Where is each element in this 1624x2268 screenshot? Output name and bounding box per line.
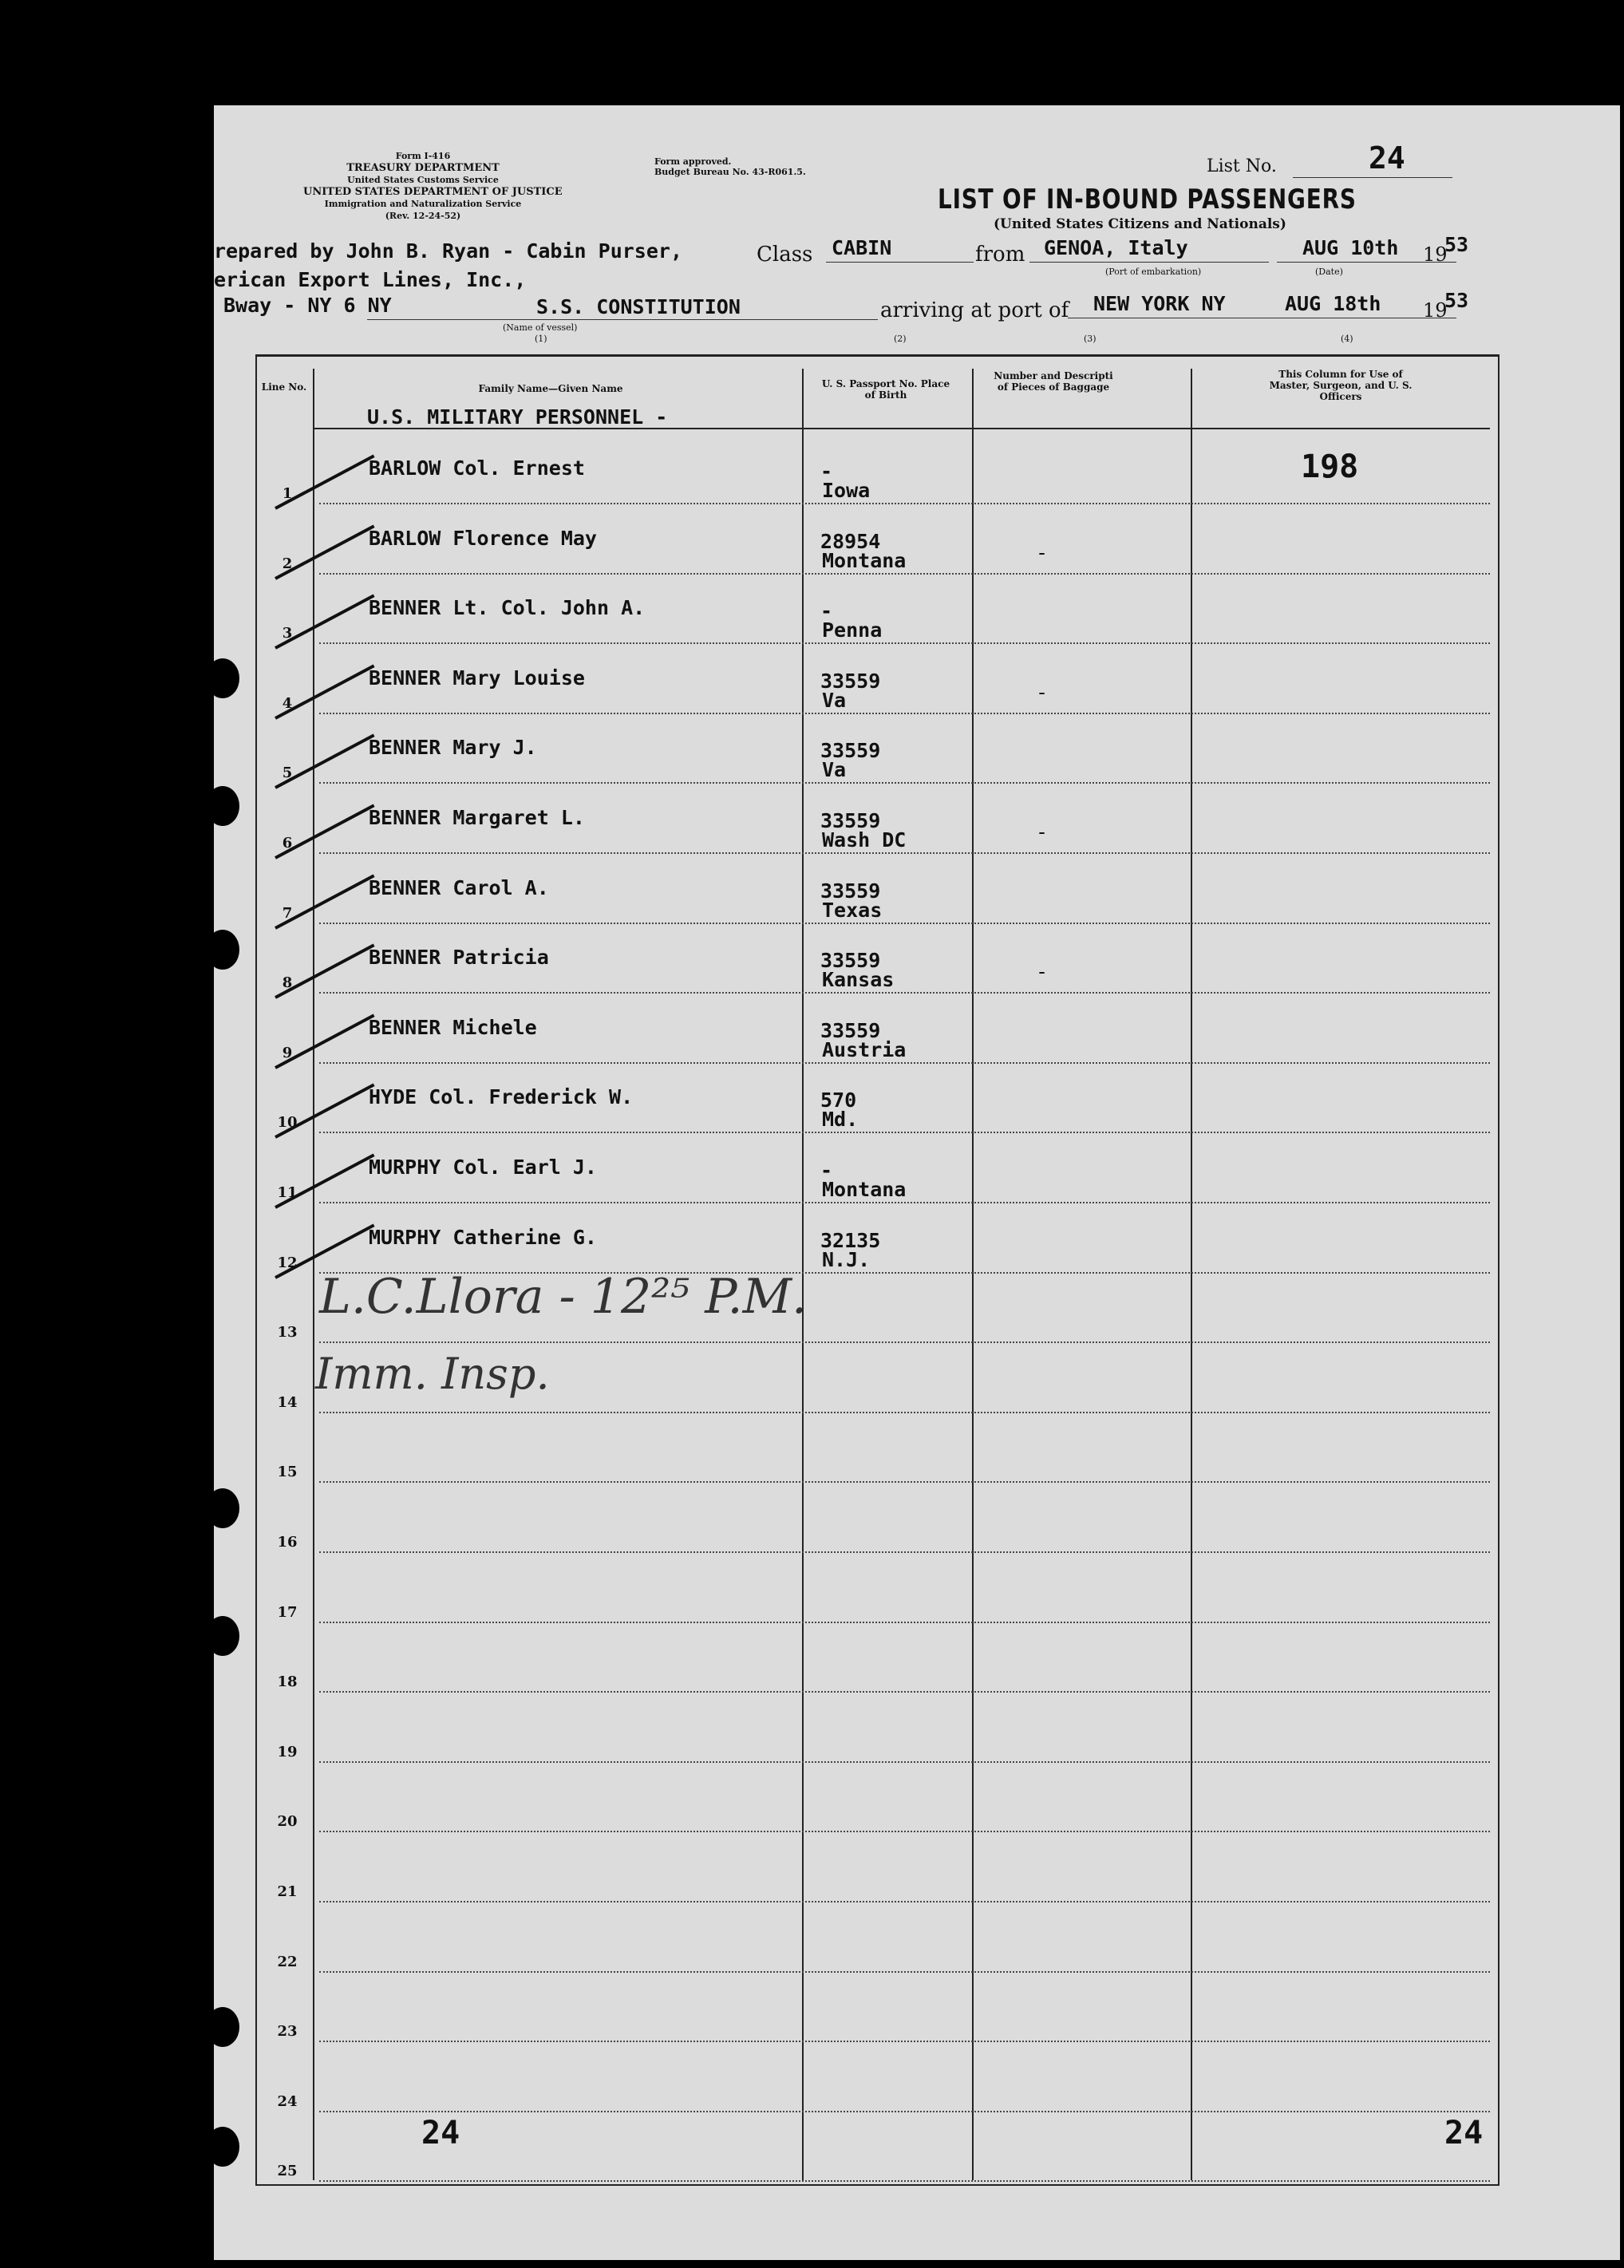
punch-hole (206, 1488, 239, 1528)
row-rule (319, 1341, 1490, 1343)
place-of-birth: Montana (822, 549, 907, 572)
place-of-birth: Va (822, 689, 847, 712)
col-header-line-no: Line No. (261, 381, 307, 393)
row-rule (319, 1062, 1490, 1064)
budget-bureau: Budget Bureau No. 43-R061.5. (654, 167, 806, 177)
row-rule (319, 2180, 1490, 2182)
treasury-label: TREASURY DEPARTMENT (346, 162, 500, 174)
row-rule (319, 1412, 1490, 1413)
col-header-name: Family Name—Given Name (478, 383, 623, 394)
row-line-number: 5 (282, 765, 293, 781)
place-of-birth: Austria (822, 1038, 907, 1061)
place-of-birth: Montana (822, 1178, 907, 1201)
row-line-number: 10 (277, 1114, 298, 1131)
row-rule (319, 1132, 1490, 1133)
passport-number: 33559 (820, 809, 881, 832)
passenger-name: BENNER Patricia (369, 946, 549, 969)
from-label: from (975, 243, 1025, 267)
passenger-name: MURPHY Col. Earl J. (369, 1156, 597, 1179)
class-value: CABIN (832, 236, 892, 259)
row-line-number: 7 (282, 905, 293, 922)
ins-label: Immigration and Naturalization Service (324, 199, 522, 209)
row-rule (319, 1551, 1490, 1553)
row-line-number: 25 (277, 2163, 298, 2179)
row-rule (319, 1622, 1490, 1623)
row-rule (319, 713, 1490, 714)
class-label: Class (757, 243, 813, 267)
port-embarkation-caption: (Port of embarkation) (1105, 267, 1202, 277)
punch-hole (206, 2127, 239, 2167)
list-no-label: List No. (1207, 156, 1277, 176)
caption-3: (3) (1084, 334, 1096, 344)
embarkation-port: GENOA, Italy (1044, 236, 1188, 259)
col-header-passport: U. S. Passport No. Place of Birth (821, 378, 950, 401)
prepared-by-line-2: erican Export Lines, Inc., (214, 268, 527, 291)
row-line-number: 19 (277, 1744, 298, 1760)
col-header-officers: This Column for Use of Master, Surgeon, and U. S. Officers (1269, 369, 1413, 402)
passenger-name: BENNER Lt. Col. John A. (369, 596, 646, 619)
baggage-mark: - (1036, 820, 1049, 844)
row-line-number: 13 (277, 1324, 298, 1341)
officer-number: 198 (1301, 448, 1359, 485)
place-of-birth: Wash DC (822, 828, 907, 851)
row-rule (319, 642, 1490, 644)
passport-number: - (820, 1159, 833, 1182)
passport-number: 33559 (820, 739, 881, 762)
row-rule (319, 1761, 1490, 1763)
passenger-name: BENNER Margaret L. (369, 806, 585, 829)
customs-label: United States Customs Service (347, 175, 499, 185)
passport-number: 33559 (820, 949, 881, 972)
row-line-number: 20 (277, 1813, 298, 1830)
col-header-baggage: Number and Descripti of Pieces of Baggage (994, 370, 1113, 393)
passenger-name: HYDE Col. Frederick W. (369, 1085, 634, 1108)
row-rule (319, 1971, 1490, 1973)
passport-number: 33559 (820, 670, 881, 693)
row-rule (319, 1901, 1490, 1903)
row-line-number: 23 (277, 2023, 298, 2040)
prepared-by-line-3: Bway - NY 6 NY (223, 294, 392, 317)
place-of-birth: N.J. (822, 1248, 871, 1271)
place-of-birth: Md. (822, 1108, 859, 1131)
footer-total-right: 24 (1444, 2115, 1484, 2151)
row-line-number: 17 (277, 1604, 298, 1621)
row-rule (319, 923, 1490, 924)
row-line-number: 6 (282, 835, 293, 851)
form-title: LIST OF IN-BOUND PASSENGERS (938, 184, 1357, 215)
place-of-birth: Penna (822, 618, 883, 642)
baggage-mark: - (1036, 960, 1049, 983)
row-rule (319, 1202, 1490, 1203)
approval-block (654, 156, 806, 177)
row-line-number: 22 (277, 1954, 298, 1970)
row-rule (319, 992, 1490, 994)
class-underline (826, 262, 974, 263)
caption-1: (1) (535, 334, 547, 344)
year-prefix: 19 (1423, 243, 1448, 266)
row-line-number: 2 (282, 555, 293, 572)
row-rule (319, 1691, 1490, 1693)
punch-hole (206, 930, 239, 970)
passport-number: 570 (820, 1089, 857, 1112)
handwritten-title: Imm. Insp. (315, 1349, 550, 1399)
arrival-date: AUG 18th (1285, 292, 1381, 315)
list-number: 24 (1369, 140, 1405, 176)
row-line-number: 18 (277, 1673, 298, 1690)
arrival-year-suffix: 53 (1444, 289, 1469, 312)
place-of-birth: Kansas (822, 968, 895, 991)
baggage-mark: - (1036, 681, 1049, 704)
departure-date: AUG 10th (1302, 236, 1399, 259)
row-line-number: 14 (277, 1394, 298, 1411)
form-number: Form I-416 (395, 151, 451, 161)
revision-label: (Rev. 12-24-52) (385, 211, 461, 221)
row-line-number: 1 (282, 485, 293, 502)
row-rule (319, 1831, 1490, 1832)
row-line-number: 11 (277, 1184, 298, 1201)
place-of-birth: Texas (822, 899, 883, 922)
passport-number: 33559 (820, 1019, 881, 1042)
passport-number: - (820, 460, 833, 483)
passport-number: - (820, 599, 833, 622)
vessel-underline (367, 319, 878, 320)
row-rule (319, 852, 1490, 854)
date-caption: (Date) (1315, 267, 1343, 277)
punch-hole (206, 2007, 239, 2047)
passenger-name: BENNER Mary J. (369, 736, 537, 759)
passport-number: 33559 (820, 879, 881, 903)
row-line-number: 24 (277, 2093, 298, 2110)
handwritten-signature: L.C.Llora - 12²⁵ P.M. (319, 1269, 808, 1325)
row-line-number: 8 (282, 974, 293, 991)
list-no-underline (1293, 177, 1452, 178)
caption-4: (4) (1341, 334, 1353, 344)
prepared-by-line-1: repared by John B. Ryan - Cabin Purser, (214, 239, 682, 263)
row-line-number: 12 (277, 1255, 298, 1271)
passenger-name: MURPHY Catherine G. (369, 1226, 597, 1249)
baggage-mark: - (1036, 541, 1049, 564)
justice-label: UNITED STATES DEPARTMENT OF JUSTICE (303, 186, 563, 198)
row-line-number: 16 (277, 1534, 298, 1551)
year-suffix: 53 (1444, 233, 1469, 256)
row-line-number: 9 (282, 1045, 293, 1061)
row-rule (319, 2041, 1490, 2042)
place-of-birth: Va (822, 758, 847, 781)
col-divider-line (313, 369, 314, 2180)
passport-number: 28954 (820, 530, 881, 553)
row-line-number: 3 (282, 625, 293, 642)
passenger-name: BENNER Michele (369, 1016, 537, 1039)
row-rule (319, 503, 1490, 504)
vessel-caption: (Name of vessel) (503, 322, 578, 333)
footer-total-left: 24 (421, 2115, 460, 2151)
from-underline (1029, 262, 1269, 263)
caption-2: (2) (894, 334, 907, 344)
group-heading: U.S. MILITARY PERSONNEL - (367, 405, 668, 429)
passenger-name: BENNER Carol A. (369, 876, 549, 899)
col-divider-baggage (972, 369, 974, 2180)
passenger-name: BENNER Mary Louise (369, 666, 585, 689)
arrival-year-prefix: 19 (1423, 299, 1448, 322)
row-rule (319, 573, 1490, 575)
vessel-name: S.S. CONSTITUTION (536, 295, 741, 318)
row-rule (319, 782, 1490, 784)
arriving-label: arriving at port of (880, 298, 1069, 322)
passenger-name: BARLOW Col. Ernest (369, 456, 585, 480)
row-line-number: 4 (282, 695, 293, 712)
form-approved: Form approved. (654, 156, 732, 167)
punch-hole (206, 786, 239, 826)
row-rule (319, 1481, 1490, 1483)
punch-hole (206, 1616, 239, 1656)
agency-block (303, 150, 563, 222)
form-subtitle: (United States Citizens and Nationals) (994, 216, 1286, 232)
row-line-number: 15 (277, 1464, 298, 1480)
row-line-number: 21 (277, 1883, 298, 1900)
arrival-port: NEW YORK NY (1093, 292, 1226, 315)
place-of-birth: Iowa (822, 479, 871, 502)
punch-hole (206, 658, 239, 698)
passenger-name: BARLOW Florence May (369, 527, 597, 550)
col-divider-officers (1191, 369, 1192, 2180)
row-rule (319, 2111, 1490, 2112)
passport-number: 32135 (820, 1229, 881, 1252)
